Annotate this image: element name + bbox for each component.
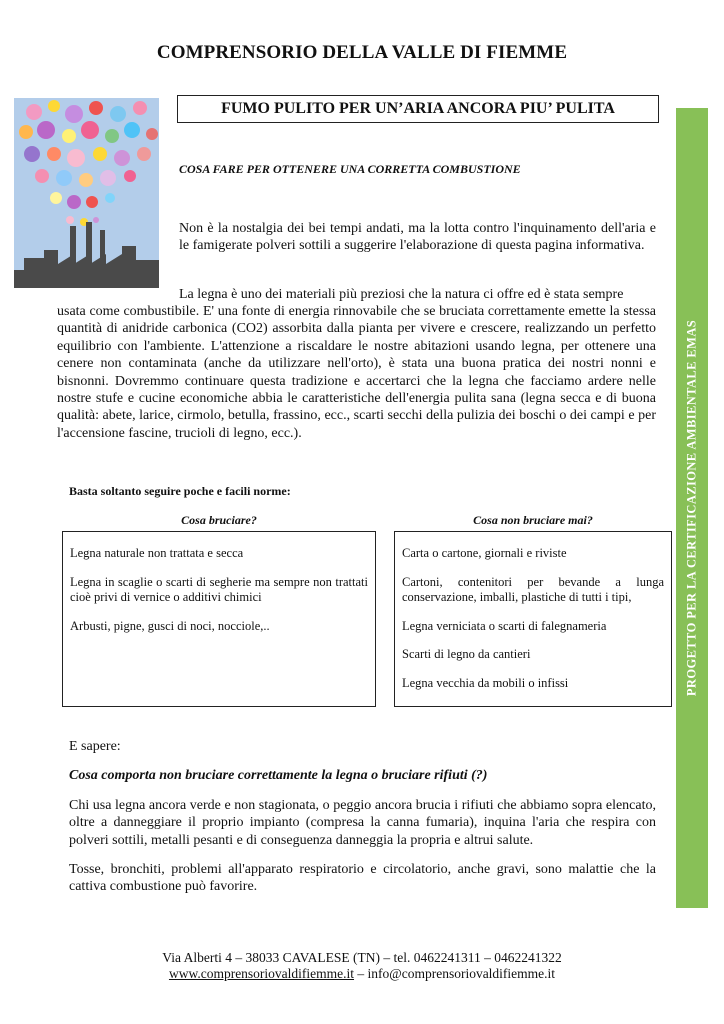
website-link[interactable]: www.comprensoriovaldifiemme.it bbox=[168, 966, 355, 981]
intro-paragraph: Non è la nostalgia dei bei tempi andati, ma la lotta contro l'inquinamento dell'aria e le famigerate polveri sottili a suggerire l'elaborazione di questa pagina informativa. bbox=[179, 221, 656, 254]
email-address: info@comprensoriovaldifiemme.it bbox=[367, 966, 556, 981]
rules-heading: Basta soltanto seguire poche e facili norme: bbox=[69, 484, 291, 498]
health-paragraph: Tosse, bronchiti, problemi all'apparato respiratorio e circolatorio, anche gravi, sono malattie che la cattiva combustione può favorire. bbox=[69, 862, 656, 895]
list-item: Legna verniciata o scarti di falegnameria bbox=[402, 618, 607, 633]
list-item: Legna in scaglie o scarti di segherie ma sempre non trattati cioè privi di vernice o additivi chimici bbox=[70, 574, 368, 604]
page-title: COMPRENSORIO DELLA VALLE DI FIEMME bbox=[156, 42, 568, 63]
list-item: Scarti di legno da cantieri bbox=[402, 647, 531, 661]
noburn-list-box bbox=[394, 531, 672, 707]
list-item: Cartoni, contenitori per bevande a lunga conservazione, imballi, plastiche di tutti i tipi, bbox=[402, 574, 664, 604]
legna-paragraph: usata come combustibile. E' una fonte di energia rinnovabile che se bruciata correttamente emette la stessa quantità di anidride carbonica (CO2) assorbita dalla pianta per vivere e crescere, realizzando un perfetto equilibrio con l'ambiente. L'attenzione a riscaldare le nostre abitazioni usando legna, per ottenere una cenere non contaminata (anche da utilizzare nell'orto), è stata una buona pratica dei nostri nonni e bisnonni. Dovremmo continuare questa tradizione e accertarci che la legna che facciamo ardere nelle nostre stufe e cucine economiche abbia le caratteristiche dell'energia pulita sana (legna secca e di buona qualità: abete, larice, cirmolo, betulla, frassino, ecc., scarti secchi della pulizia dei boschi o dei campi e per l'accensione fascine, trucioli di legno, ecc.). bbox=[57, 304, 656, 441]
question-heading: Cosa comporta non bruciare correttamente la legna o bruciare rifiuti (?) bbox=[69, 768, 488, 783]
list-item: Legna naturale non trattata e secca bbox=[70, 546, 244, 560]
section-heading: COSA FARE PER OTTENERE UNA CORRETTA COMBUSTIONE bbox=[179, 162, 521, 176]
footer-contacts bbox=[0, 966, 724, 982]
noburn-column-title: Cosa non bruciare mai? bbox=[473, 513, 593, 527]
footer-address: Via Alberti 4 – 38033 CAVALESE (TN) – tel. 0462241311 – 0462241322 bbox=[162, 950, 562, 965]
esapere-label: E sapere: bbox=[69, 739, 121, 754]
subtitle-banner: FUMO PULITO PER UN’ARIA ANCORA PIU’ PULITA bbox=[177, 95, 659, 123]
burn-list-box bbox=[62, 531, 376, 707]
burn-column-title: Cosa bruciare? bbox=[181, 513, 257, 527]
emas-side-banner bbox=[676, 108, 708, 908]
legna-paragraph-first-line: La legna è uno dei materiali più preziosi che la natura ci offre ed è stata sempre bbox=[179, 287, 624, 302]
list-item: Arbusti, pigne, gusci di noci, nocciole,.. bbox=[70, 618, 270, 633]
answer-paragraph: Chi usa legna ancora verde e non stagionata, o peggio ancora brucia i rifiuti che abbiamo sopra elencato, oltre a danneggiare il proprio impianto (compresa la canna fumaria), inquina l'aria che respira con polveri sottili, metalli pesanti e di conseguenza danneggia la propria e altrui salute. bbox=[69, 798, 656, 848]
list-item: Legna vecchia da mobili o infissi bbox=[402, 675, 569, 690]
footer bbox=[0, 950, 724, 982]
emas-banner-text: PROGETTO PER LA CERTIFICAZIONE AMBIENTALE EMAS bbox=[684, 319, 699, 697]
footer-separator: – bbox=[354, 966, 368, 981]
factory-flowers-illustration bbox=[14, 98, 159, 288]
list-item: Carta o cartone, giornali e riviste bbox=[402, 546, 567, 560]
